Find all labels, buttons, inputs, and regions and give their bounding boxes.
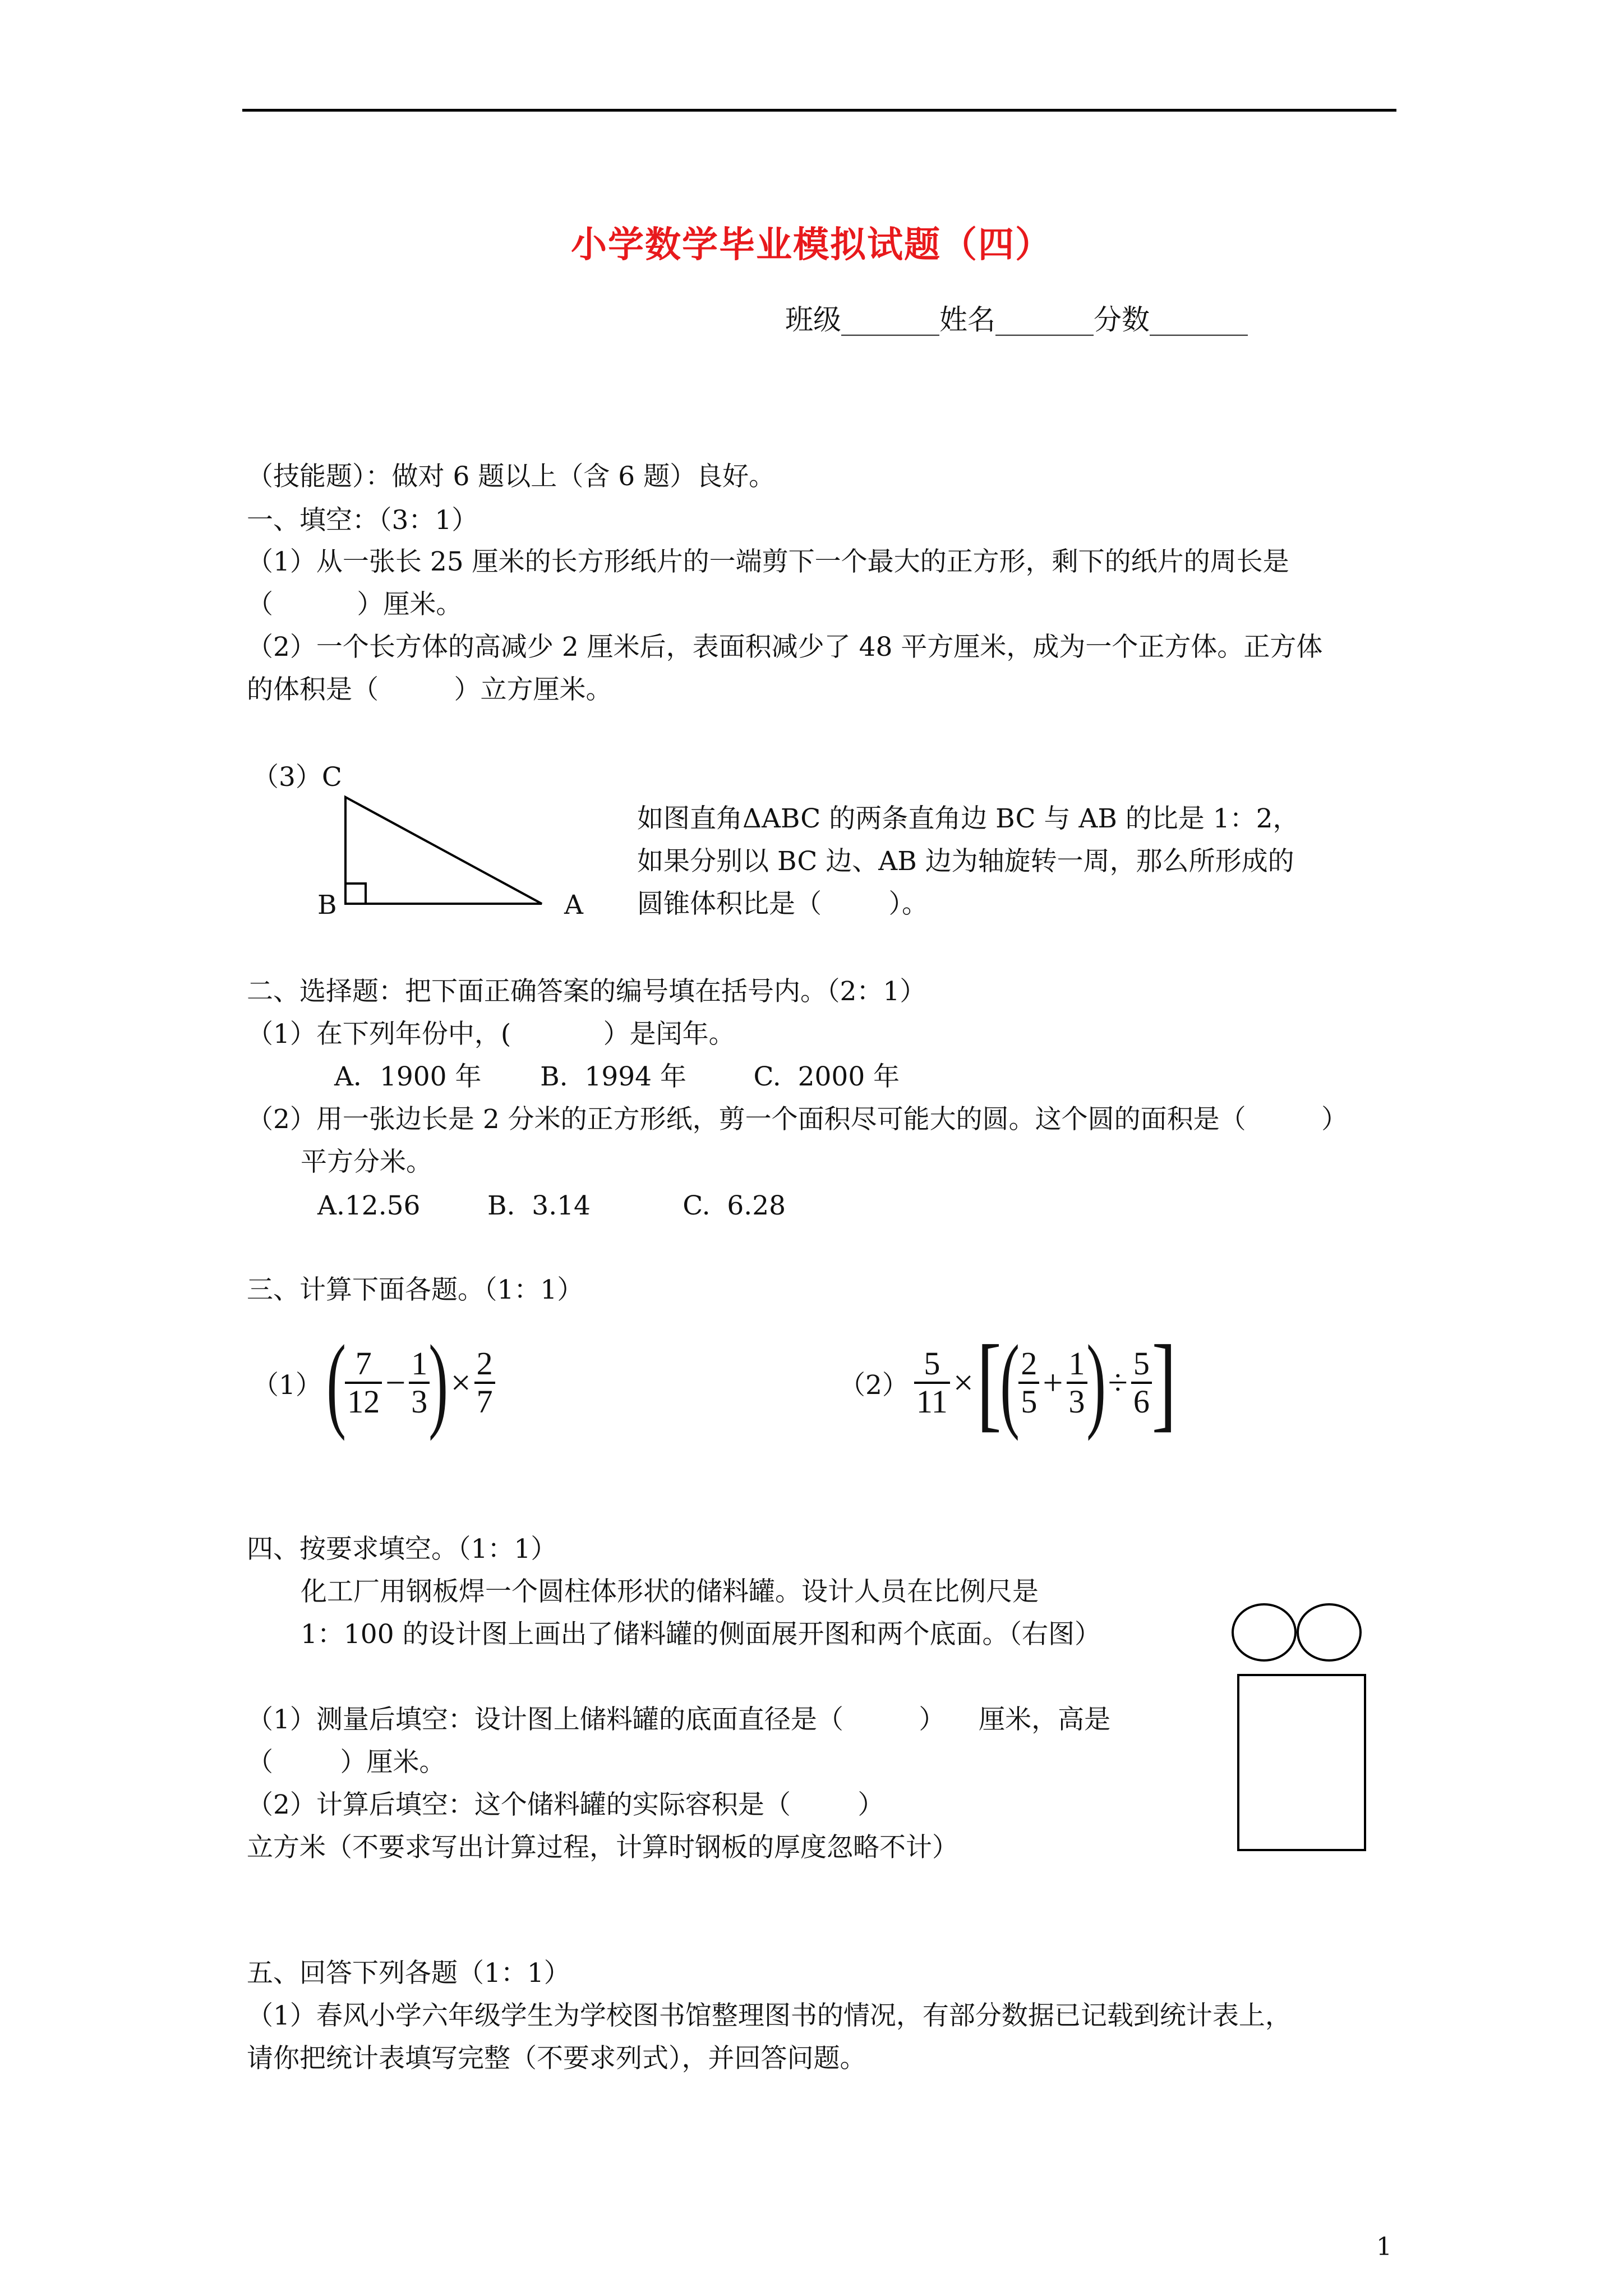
sec1-q1-line1: （1）从一张长 25 厘米的长方形纸片的一端剪下一个最大的正方形，剩下的纸片的周长是 xyxy=(247,546,1289,577)
expr2-close-paren: ) xyxy=(1086,1324,1106,1442)
sec2-q1: （1）在下列年份中，( ）是闰年。 xyxy=(247,1019,735,1050)
section-1-heading: 一、填空：（3：1） xyxy=(247,505,478,536)
section-2-heading: 二、选择题：把下面正确答案的编号填在括号内。（2：1） xyxy=(247,976,926,1007)
sec5-q1-line2: 请你把统计表填写完整（不要求列式），并回答问题。 xyxy=(247,2043,866,2074)
section-3-heading: 三、计算下面各题。（1：1） xyxy=(247,1274,584,1305)
fraction-1-3: $\frac{1}{3}$ xyxy=(409,1346,430,1420)
base-circle-right xyxy=(1298,1604,1361,1660)
plus-sign: + xyxy=(1043,1363,1063,1402)
cylinder-net-figure xyxy=(1228,1599,1380,1857)
intro-text: （技能题）：做对 6 题以上（含 6 题）良好。 xyxy=(247,461,776,492)
sec1-q3-line2: 如果分别以 BC 边、AB 边为轴旋转一周，那么所形成的 xyxy=(637,846,1294,877)
sec1-q3-label: （3）C xyxy=(252,762,342,793)
divide-sign: ÷ xyxy=(1108,1363,1128,1402)
section-4-heading: 四、按要求填空。（1：1） xyxy=(247,1534,557,1565)
base-circle-left xyxy=(1233,1604,1295,1660)
sec2-q2-line2: 平方分米。 xyxy=(301,1147,432,1177)
times-sign-2: × xyxy=(953,1363,974,1402)
section-5-heading: 五、回答下列各题（1：1） xyxy=(247,1958,570,1989)
header-rule xyxy=(242,109,1396,112)
minus-sign: − xyxy=(385,1363,406,1402)
expr2-open-paren: ( xyxy=(1000,1324,1020,1442)
sec2-q2-line1: （2）用一张边长是 2 分米的正方形纸，剪一个面积尽可能大的圆。这个圆的面积是（ ） xyxy=(247,1104,1348,1135)
fraction-5-6: $\frac{5}{6}$ xyxy=(1131,1346,1152,1420)
close-bracket: ] xyxy=(1151,1324,1177,1442)
student-info-line: 班级_______姓名_______分数_______ xyxy=(785,303,1248,336)
fraction-1-3-b: $\frac{1}{3}$ xyxy=(1067,1346,1087,1420)
lateral-surface-rectangle xyxy=(1238,1675,1365,1850)
page-title: 小学数学毕业模拟试题（四） xyxy=(571,224,1052,266)
sec4-q2-line2: 立方米（不要求写出计算过程，计算时钢板的厚度忽略不计） xyxy=(247,1832,958,1863)
expr1-label: （1） xyxy=(252,1369,322,1401)
sec5-q1-line1: （1）春风小学六年级学生为学校图书馆整理图书的情况，有部分数据已记载到统计表上， xyxy=(247,2000,1292,2031)
sec4-q1-line1: （1）测量后填空：设计图上储料罐的底面直径是（ ） 厘米，高是 xyxy=(247,1704,1111,1735)
expression-1 xyxy=(252,1324,495,1442)
sec2-q2-options: A.12.56 B. 3.14 C. 6.28 xyxy=(317,1190,786,1221)
expression-2 xyxy=(839,1324,1177,1442)
fraction-2-5: $\frac{2}{5}$ xyxy=(1018,1346,1039,1420)
page-number: 1 xyxy=(1376,2233,1392,2261)
fraction-7-12: $\frac{7}{12}$ xyxy=(345,1346,382,1420)
right-angle-marker xyxy=(345,884,366,904)
sec1-q3-line1: 如图直角ΔABC 的两条直角边 BC 与 AB 的比是 1：2， xyxy=(637,803,1299,834)
sec2-q1-options: A．1900 年 B. 1994 年 C. 2000 年 xyxy=(334,1061,900,1092)
sec4-q2-line1: （2）计算后填空：这个储料罐的实际容积是（ ） xyxy=(247,1789,884,1820)
sec4-paragraph-line2: 1：100 的设计图上画出了储料罐的侧面展开图和两个底面。（右图） xyxy=(301,1619,1101,1650)
sec1-q3-line3: 圆锥体积比是（ ）。 xyxy=(637,889,929,919)
right-triangle-figure xyxy=(336,794,550,917)
sec1-q1-line2: （ ）厘米。 xyxy=(247,589,463,620)
sec1-q2-line2: 的体积是（ ）立方厘米。 xyxy=(247,674,612,705)
sec4-paragraph-line1: 化工厂用钢板焊一个圆柱体形状的储料罐。设计人员在比例尺是 xyxy=(301,1576,1039,1607)
times-sign: × xyxy=(450,1363,471,1402)
expr1-close-paren: ) xyxy=(428,1324,449,1442)
expr2-label: （2） xyxy=(839,1369,909,1401)
open-bracket: [ xyxy=(976,1324,1002,1442)
triangle-abc xyxy=(345,797,542,904)
sec4-q1-line2: （ ）厘米。 xyxy=(247,1747,446,1778)
vertex-b-label: B xyxy=(317,890,337,921)
vertex-a-label: A xyxy=(564,890,583,921)
fraction-5-11: $\frac{5}{11}$ xyxy=(914,1346,950,1420)
fraction-2-7: $\frac{2}{7}$ xyxy=(474,1346,495,1420)
sec1-q2-line1: （2）一个长方体的高减少 2 厘米后，表面积减少了 48 平方厘米，成为一个正方体。正方体 xyxy=(247,632,1323,662)
expr1-open-paren: ( xyxy=(326,1324,346,1442)
